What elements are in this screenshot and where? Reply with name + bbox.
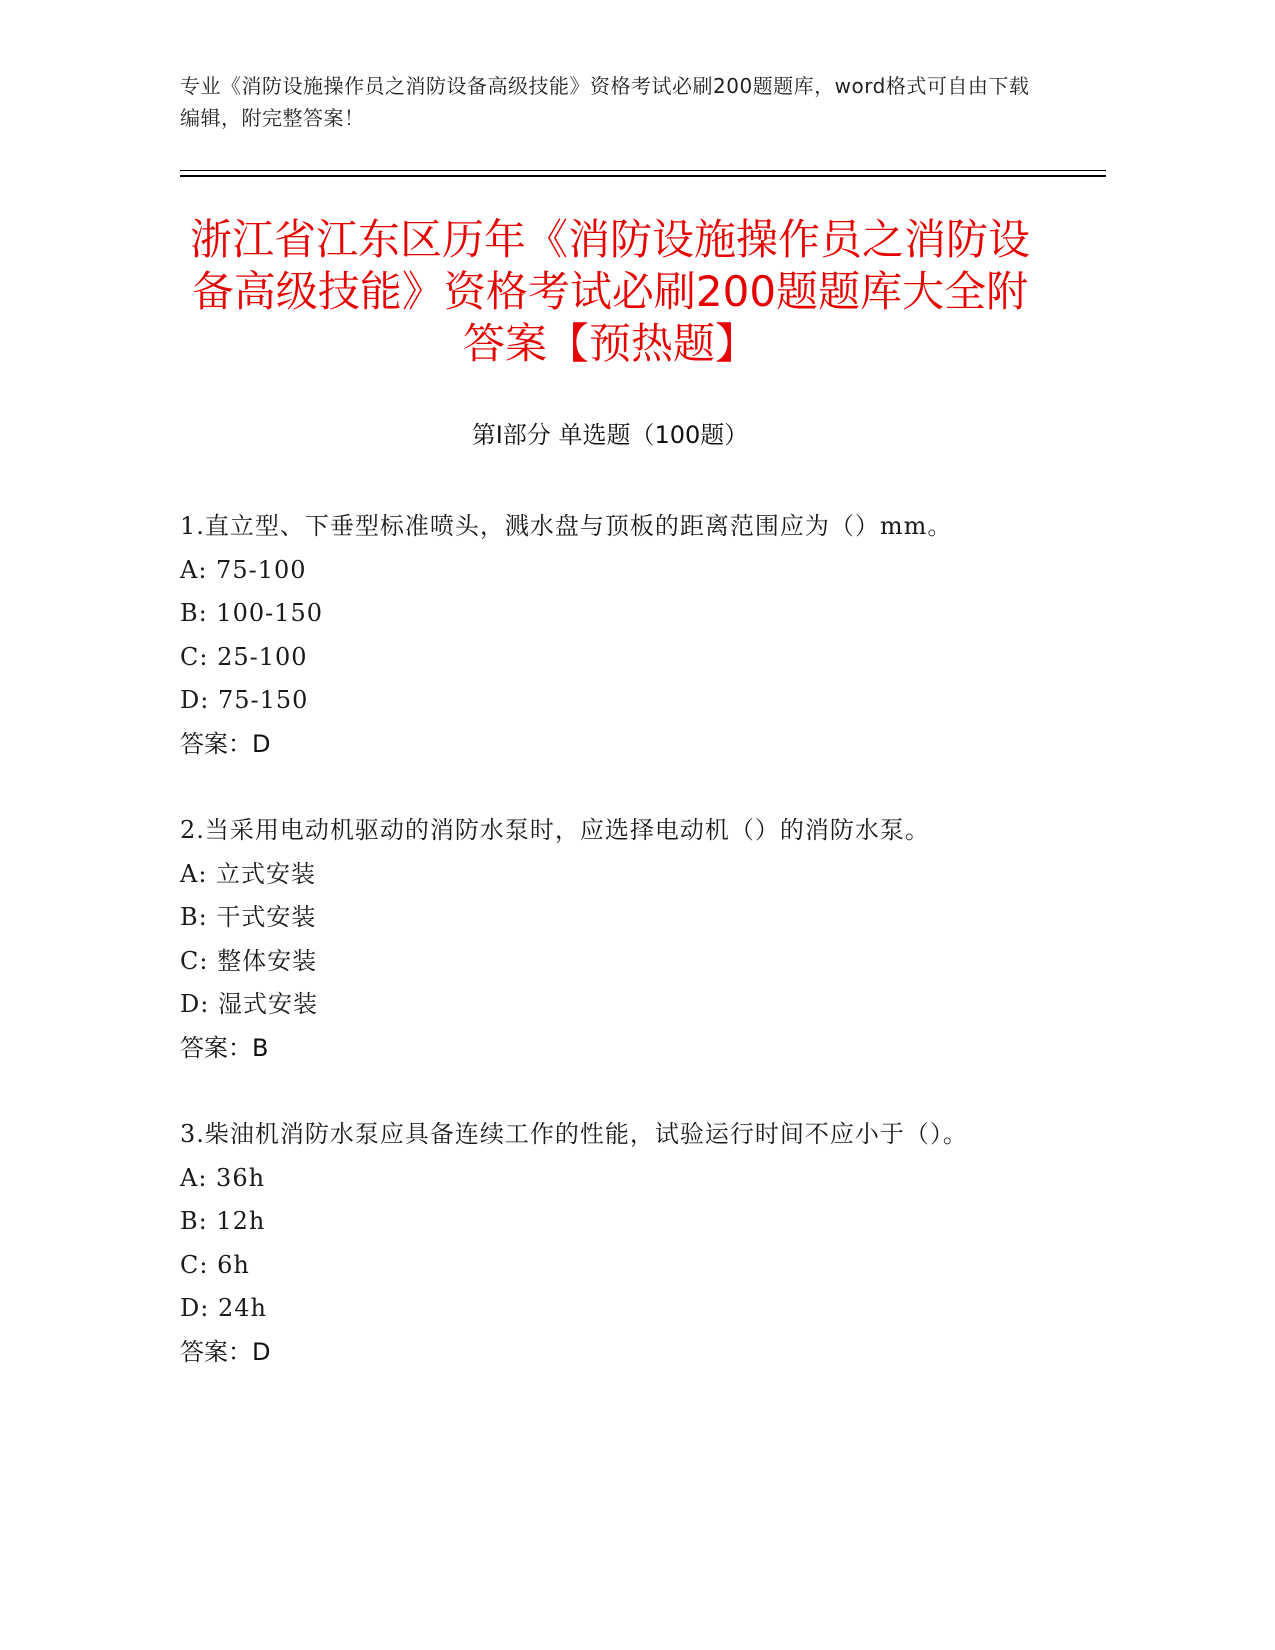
- option-b: B: 100-150: [180, 599, 324, 627]
- section-heading: 第Ⅰ部分 单选题（100题）: [471, 421, 749, 449]
- option-d: D: 75-150: [180, 686, 309, 714]
- question-stem: 1.直立型、下垂型标准喷头，溅水盘与顶板的距离范围应为（）mm。: [180, 512, 953, 540]
- option-c: C: 整体安装: [180, 946, 318, 975]
- option-a: A: 36h: [180, 1163, 266, 1192]
- option-c: C: 6h: [180, 1250, 250, 1279]
- spacer: [180, 766, 1040, 809]
- option-b: B: 干式安装: [180, 903, 317, 931]
- question-3: [180, 1113, 1040, 1374]
- header-rule-thick: [180, 175, 1106, 177]
- spacer: [180, 1070, 1040, 1113]
- option-a: A: 75-100: [180, 555, 307, 584]
- answer: 答案：D: [180, 729, 271, 758]
- header-note: 专业《消防设施操作员之消防设备高级技能》资格考试必刷200题题库，word格式可自由下载编辑，附完整答案！: [180, 74, 1030, 130]
- question-stem: 2.当采用电动机驱动的消防水泵时，应选择电动机（）的消防水泵。: [180, 816, 930, 844]
- header-rule-thin: [180, 170, 1106, 171]
- option-b: B: 12h: [180, 1207, 266, 1235]
- answer: 答案：D: [180, 1337, 271, 1366]
- question-2: [180, 809, 1040, 1070]
- option-c: C: 25-100: [180, 642, 308, 671]
- option-d: D: 24h: [180, 1294, 267, 1322]
- document-title: 浙江省江东区历年《消防设施操作员之消防设备高级技能》资格考试必刷200题题库大全附答案【预热题】: [189, 215, 1030, 368]
- option-d: D: 湿式安装: [180, 990, 318, 1018]
- question-stem: 3.柴油机消防水泵应具备连续工作的性能，试验运行时间不应小于（）。: [180, 1120, 968, 1148]
- question-1: [180, 505, 1040, 766]
- question-list: [180, 505, 1040, 1374]
- option-a: A: 立式安装: [180, 859, 317, 888]
- answer: 答案：B: [180, 1033, 269, 1062]
